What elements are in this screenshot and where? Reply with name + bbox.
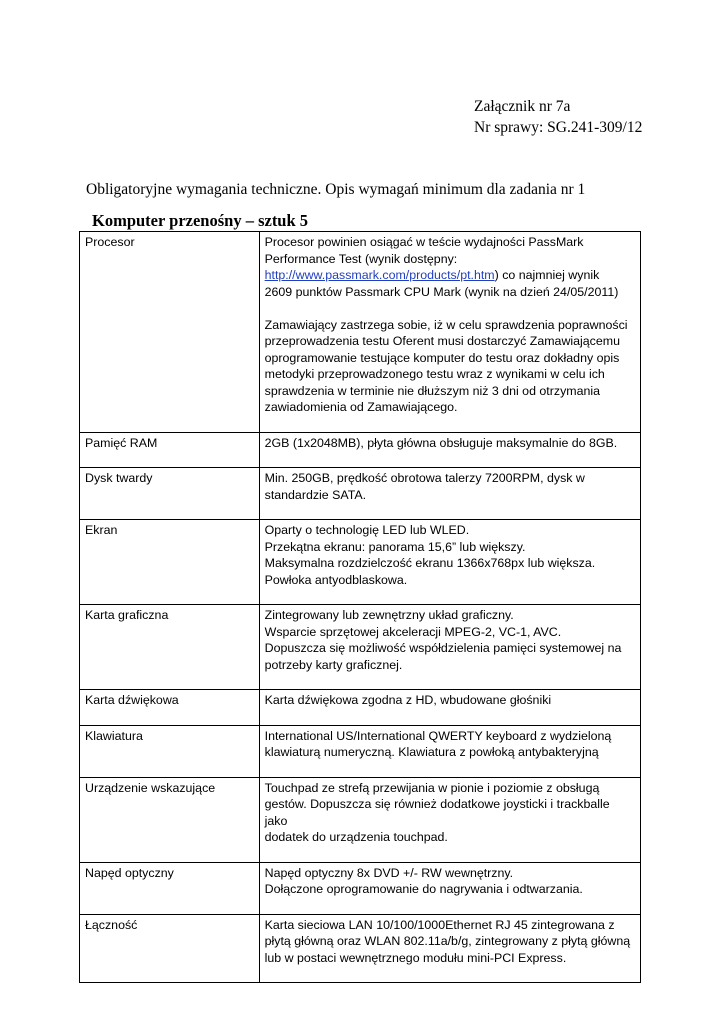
row-value — [259, 520, 640, 605]
value-line: 2609 punktów Passmark CPU Mark (wynik na dzień 24/05/2011) — [264, 284, 619, 299]
value-line: Przekątna ekranu: panorama 15,6” lub większy. — [264, 539, 526, 554]
table-row — [80, 468, 641, 520]
value-line: dodatek do urządzenia touchpad. — [264, 830, 448, 844]
attachment-number: Załącznik nr 7a — [474, 98, 571, 115]
row-value — [259, 914, 640, 983]
table-row — [80, 777, 641, 862]
value-line: Karta sieciowa LAN 10/100/1000Ethernet RJ 45 zintegrowana z — [264, 917, 615, 932]
row-label: Karta dźwiękowa — [80, 690, 260, 726]
value-text: ) co najmniej wynik — [494, 268, 600, 282]
table-row — [80, 232, 641, 433]
row-label: Dysk twardy — [80, 468, 260, 520]
table-row — [80, 605, 641, 690]
value-line: zawiadomienia od Zamawiającego. — [264, 400, 458, 414]
row-label: Procesor — [80, 232, 260, 433]
value-line: Touchpad ze strefą przewijania w pionie i poziomie z obsługą — [264, 780, 600, 795]
value-line: 2GB (1x2048MB), płyta główna obsługuje maksymalnie do 8GB. — [264, 435, 618, 450]
value-line: potrzeby karty graficznej. — [264, 657, 403, 672]
row-label: Napęd optyczny — [80, 862, 260, 914]
value-line: płytą główną oraz WLAN 802.11a/b/g, zintegrowany z płytą główną — [264, 934, 631, 948]
passmark-link[interactable]: http://www.passmark.com/products/pt.htm — [264, 268, 495, 282]
section-title: Komputer przenośny – sztuk 5 — [92, 211, 309, 230]
row-value — [259, 777, 640, 862]
value-line: lub w postaci wewnętrznego modułu mini-PCI Express. — [264, 950, 567, 965]
value-line: Min. 250GB, prędkość obrotowa talerzy 7200RPM, dysk w — [264, 471, 585, 485]
value-line: Dołączone oprogramowanie do nagrywania i odtwarzania. — [264, 882, 583, 896]
value-line — [265, 267, 635, 284]
row-value — [259, 468, 640, 520]
value-line: Dopuszcza się możliwość współdzielenia pamięci systemowej na — [264, 641, 622, 655]
value-line: Procesor powinien osiągać w teście wydajności PassMark — [264, 235, 584, 249]
value-line: standardzie SATA. — [264, 487, 367, 502]
value-line: Wsparcie sprzętowej akceleracji MPEG-2, VC-1, AVC. — [264, 624, 562, 639]
table-row — [80, 690, 641, 726]
row-label: Karta graficzna — [80, 605, 260, 690]
value-line: Oparty o technologię LED lub WLED. — [264, 523, 470, 537]
value-line: klawiaturą numeryczną. Klawiatura z powłoką antybakteryjną — [264, 745, 599, 759]
case-number: Nr sprawy: SG.241-309/12 — [474, 119, 643, 136]
row-label: Łączność — [80, 914, 260, 983]
value-line: oprogramowanie testujące komputer do testu oraz dokładny opis — [264, 350, 620, 365]
paragraph-gap — [265, 300, 635, 317]
table-row — [80, 725, 641, 777]
intro-text: Obligatoryjne wymagania techniczne. Opis wymagań minimum dla zadania nr 1 — [86, 181, 586, 198]
row-value — [259, 862, 640, 914]
row-label: Pamięć RAM — [80, 432, 260, 468]
value-line: Napęd optyczny 8x DVD +/- RW wewnętrzny. — [264, 865, 514, 880]
value-line: sprawdzenia w terminie nie dłuższym niż 3 dni od otrzymania — [264, 383, 601, 398]
row-value — [259, 232, 640, 433]
spec-table — [79, 231, 641, 983]
value-line: Maksymalna rozdzielczość ekranu 1366x768px lub większa. — [264, 556, 596, 570]
table-row — [80, 914, 641, 983]
value-line: metodyki przeprowadzonego testu wraz z wynikami w celu ich — [264, 367, 605, 381]
value-line: International US/International QWERTY keyboard z wydzieloną — [264, 728, 612, 743]
value-line: Karta dźwiękowa zgodna z HD, wbudowane głośniki — [264, 693, 552, 707]
value-line: Performance Test (wynik dostępny: — [264, 251, 458, 266]
row-value — [259, 432, 640, 468]
value-line: Powłoka antyodblaskowa. — [264, 572, 408, 587]
row-value — [259, 605, 640, 690]
row-label: Ekran — [80, 520, 260, 605]
value-line: Zintegrowany lub zewnętrzny układ graficzny. — [264, 608, 514, 622]
row-value — [259, 725, 640, 777]
row-label: Urządzenie wskazujące — [80, 777, 260, 862]
table-row — [80, 432, 641, 468]
value-line: gestów. Dopuszcza się również dodatkowe joysticki i trackballe jako — [264, 797, 610, 828]
table-row — [80, 862, 641, 914]
row-label: Klawiatura — [80, 725, 260, 777]
value-line: przeprowadzenia testu Oferent musi dostarczyć Zamawiającemu — [264, 334, 620, 348]
document-header — [474, 96, 642, 138]
table-row — [80, 520, 641, 605]
value-line: Zamawiający zastrzega sobie, iż w celu sprawdzenia poprawności — [264, 317, 628, 332]
row-value — [259, 690, 640, 726]
